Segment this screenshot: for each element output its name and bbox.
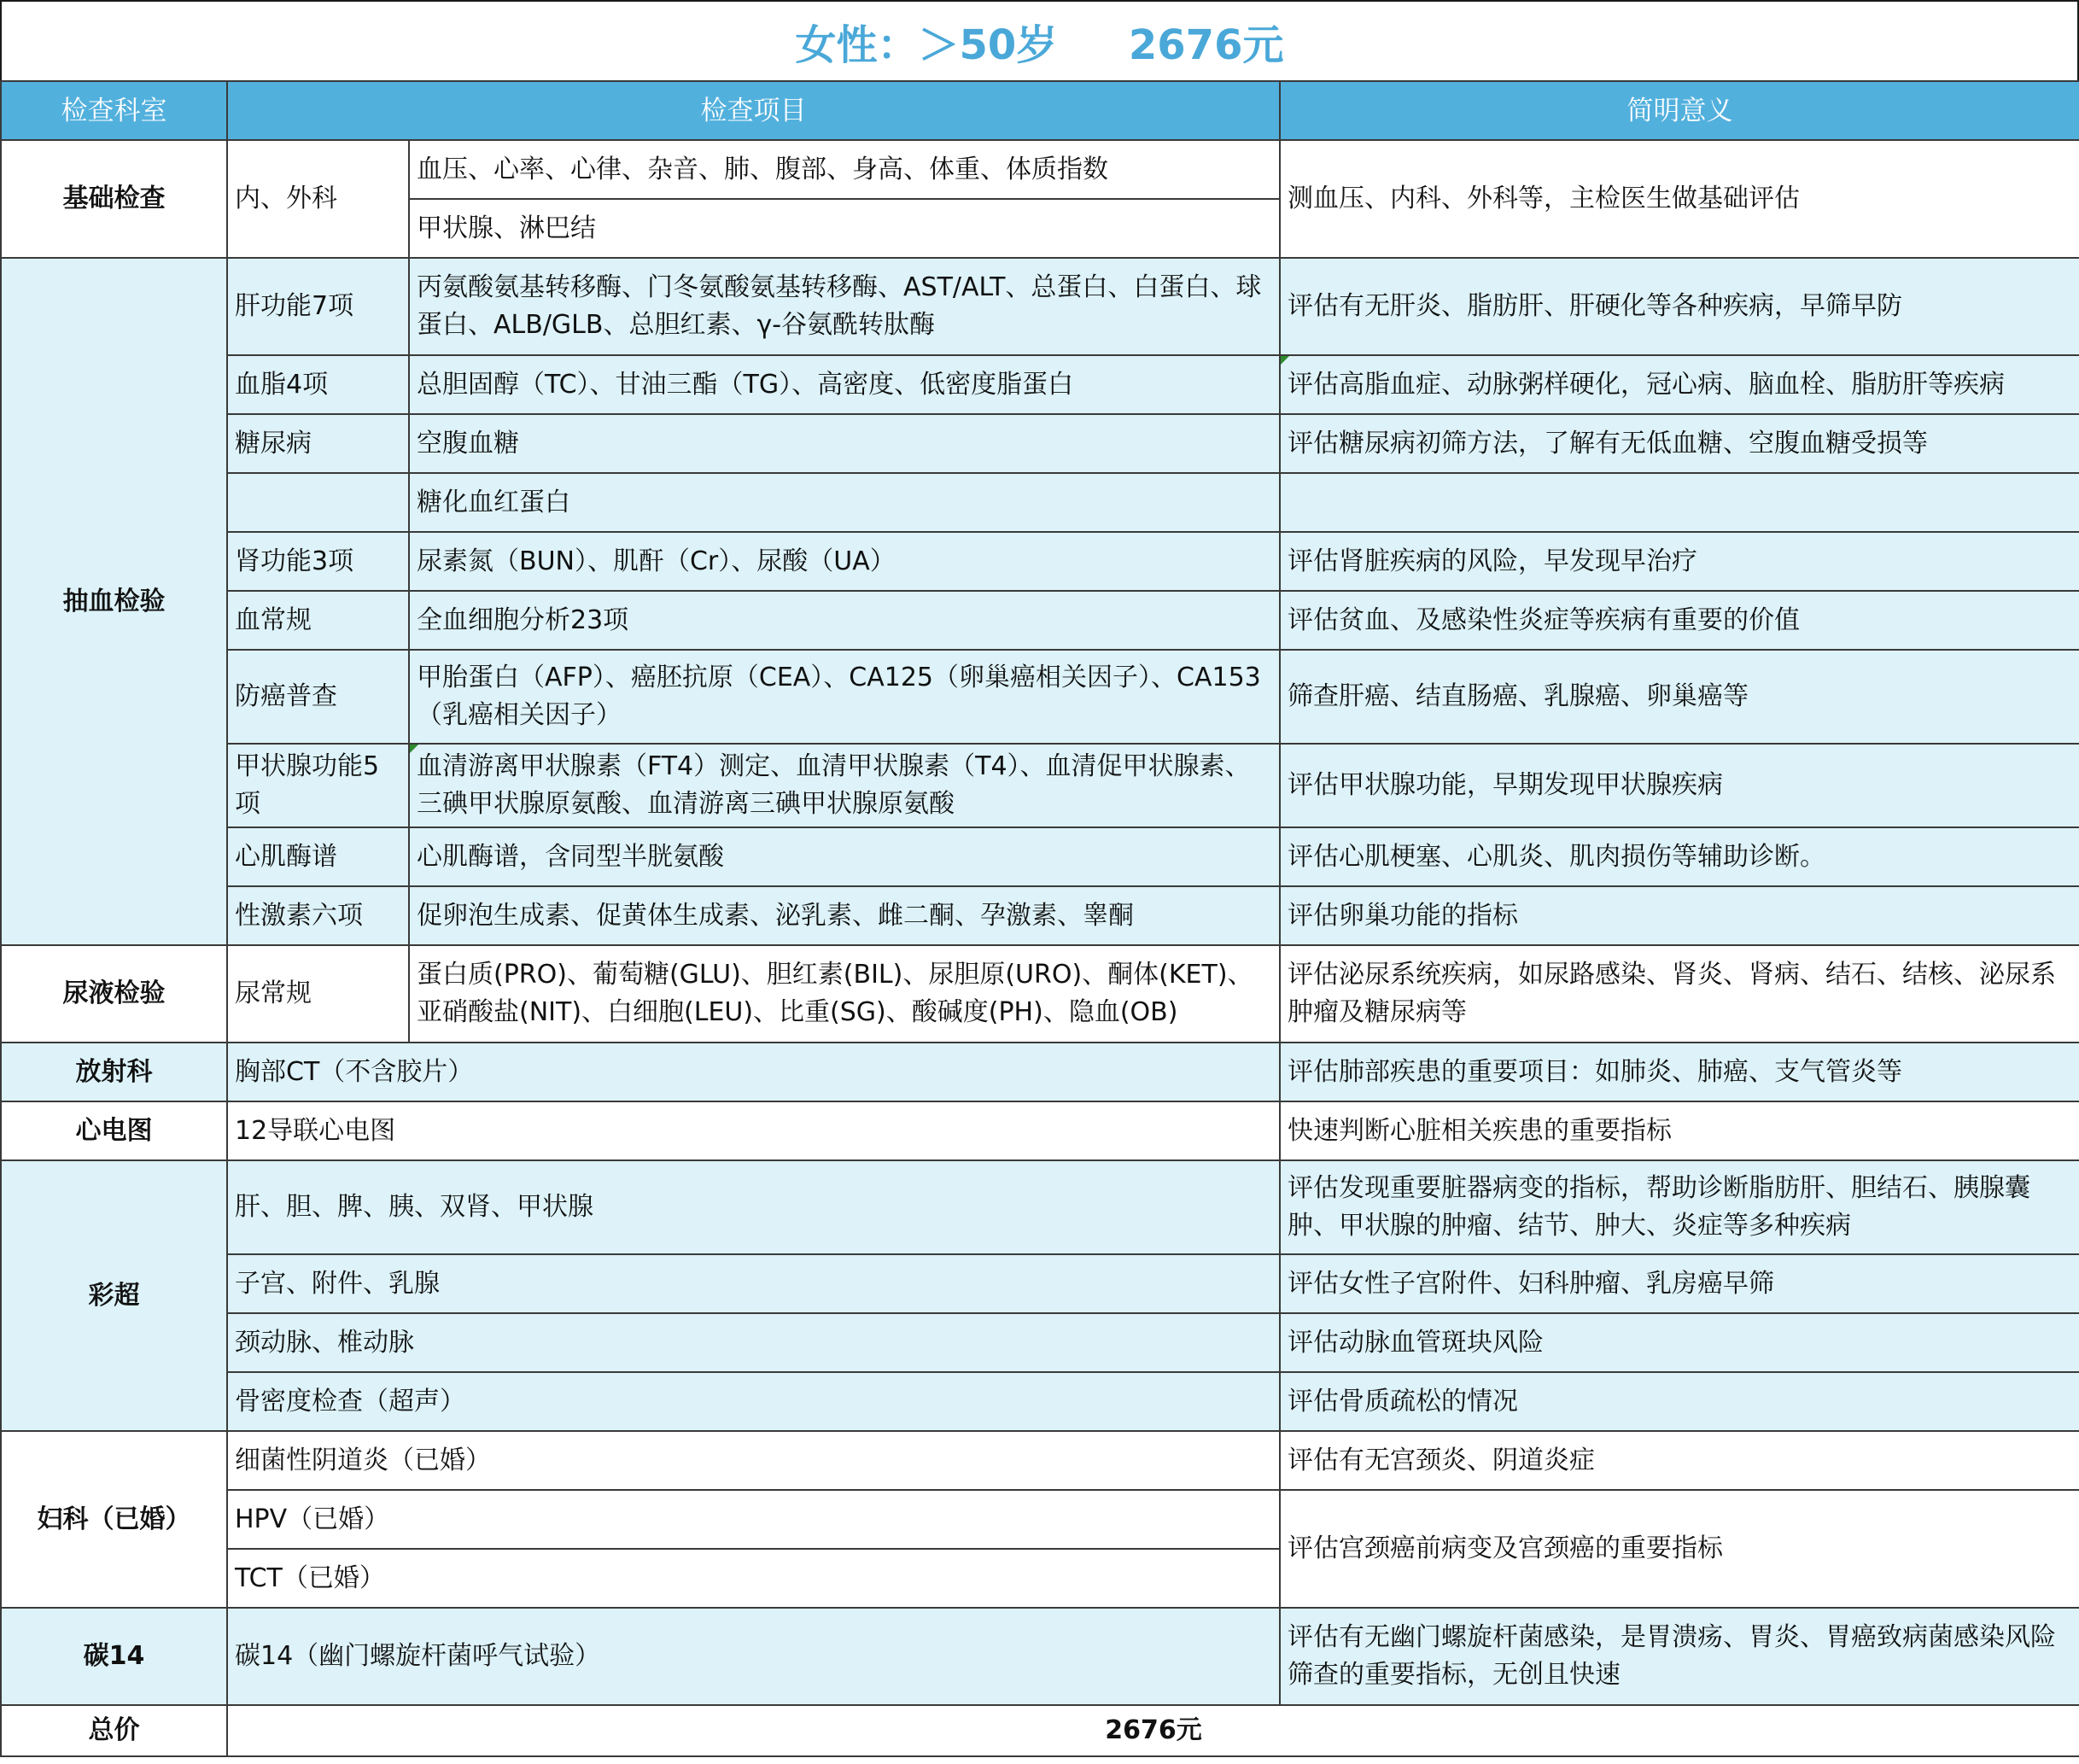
dept-cell: 碳14 (1, 1608, 227, 1705)
dept-cell: 心电图 (1, 1101, 227, 1160)
subcategory-cell: 心肌酶谱 (227, 827, 409, 886)
table-row (1, 591, 2079, 650)
item-detail-cell: 促卵泡生成素、促黄体生成素、泌乳素、雌二酮、孕激素、睾酮 (409, 886, 1280, 945)
dept-cell: 彩超 (1, 1160, 227, 1431)
table-row (1, 744, 2079, 827)
meaning-cell: 快速判断心脏相关疾患的重要指标 (1280, 1101, 2079, 1160)
table-row (1, 473, 2079, 532)
page-title: 女性：＞50岁 2676元 (0, 0, 2079, 80)
item-detail-cell: 丙氨酸氨基转移酶、门冬氨酸氨基转移酶、AST/ALT、总蛋白、白蛋白、球蛋白、ALB/GLB、总胆红素、γ-谷氨酰转肽酶 (409, 258, 1280, 355)
meaning-cell: 评估女性子宫附件、妇科肿瘤、乳房癌早筛 (1280, 1254, 2079, 1313)
meaning-cell: 评估动脉血管斑块风险 (1280, 1313, 2079, 1372)
meaning-cell: 评估泌尿系统疾病，如尿路感染、肾炎、肾病、结石、结核、泌尿系肿瘤及糖尿病等 (1280, 945, 2079, 1043)
table-row (1, 1431, 2079, 1490)
total-row (1, 1705, 2079, 1756)
subcategory-cell: 12导联心电图 (227, 1101, 1280, 1160)
table-body (1, 140, 2079, 1705)
meaning-cell: 评估肺部疾患的重要项目：如肺炎、肺癌、支气管炎等 (1280, 1043, 2079, 1101)
item-detail-cell: 心肌酶谱，含同型半胱氨酸 (409, 827, 1280, 886)
meaning-cell: 评估高脂血症、动脉粥样硬化，冠心病、脑血栓、脂肪肝等疾病 (1280, 355, 2079, 414)
total-label: 总价 (1, 1705, 227, 1756)
table-row (1, 414, 2079, 473)
table-row (1, 1372, 2079, 1431)
meaning-cell: 评估有无宫颈炎、阴道炎症 (1280, 1431, 2079, 1490)
dept-cell: 放射科 (1, 1043, 227, 1101)
meaning-cell: 评估发现重要脏器病变的指标，帮助诊断脂肪肝、胆结石、胰腺囊肿、甲状腺的肿瘤、结节、肿大、炎症等多种疾病 (1280, 1160, 2079, 1254)
subcategory-cell: HPV（已婚） (227, 1490, 1280, 1549)
table-row (1, 945, 2079, 1043)
header-dept: 检查科室 (1, 81, 227, 140)
item-detail-cell: 空腹血糖 (409, 414, 1280, 473)
table-row (1, 1313, 2079, 1372)
subcategory-cell: 骨密度检查（超声） (227, 1372, 1280, 1431)
dept-cell: 尿液检验 (1, 945, 227, 1043)
subcategory-cell: 肝、胆、脾、胰、双肾、甲状腺 (227, 1160, 1280, 1254)
checkup-table (0, 80, 2079, 1757)
meaning-cell: 评估卵巢功能的指标 (1280, 886, 2079, 945)
table-row (1, 1101, 2079, 1160)
table-row (1, 532, 2079, 591)
meaning-cell: 评估有无幽门螺旋杆菌感染，是胃溃疡、胃炎、胃癌致病菌感染风险筛查的重要指标，无创且快速 (1280, 1608, 2079, 1705)
subcategory-cell: 细菌性阴道炎（已婚） (227, 1431, 1280, 1490)
subcategory-cell: 血常规 (227, 591, 409, 650)
table-row (1, 355, 2079, 414)
subcategory-cell: 子宫、附件、乳腺 (227, 1254, 1280, 1313)
subcategory-cell: 颈动脉、椎动脉 (227, 1313, 1280, 1372)
meaning-cell: 评估贫血、及感染性炎症等疾病有重要的价值 (1280, 591, 2079, 650)
item-detail-cell: 全血细胞分析23项 (409, 591, 1280, 650)
meaning-cell: 评估有无肝炎、脂肪肝、肝硬化等各种疾病，早筛早防 (1280, 258, 2079, 355)
table-row (1, 140, 2079, 199)
header-item: 检查项目 (227, 81, 1280, 140)
header-meaning: 简明意义 (1280, 81, 2079, 140)
item-detail-cell: 甲状腺、淋巴结 (409, 199, 1280, 258)
subcategory-cell: TCT（已婚） (227, 1549, 1280, 1608)
item-detail-cell: 血清游离甲状腺素（FT4）测定、血清甲状腺素（T4）、血清促甲状腺素、三碘甲状腺原氨酸、血清游离三碘甲状腺原氨酸 (409, 744, 1280, 827)
meaning-cell: 筛查肝癌、结直肠癌、乳腺癌、卵巢癌等 (1280, 650, 2079, 744)
table-row (1, 258, 2079, 355)
subcategory-cell: 血脂4项 (227, 355, 409, 414)
table-row (1, 1490, 2079, 1549)
item-detail-cell: 血压、心率、心律、杂音、肺、腹部、身高、体重、体质指数 (409, 140, 1280, 199)
item-detail-cell: 糖化血红蛋白 (409, 473, 1280, 532)
meaning-cell: 测血压、内科、外科等，主检医生做基础评估 (1280, 140, 2079, 258)
subcategory-cell: 胸部CT（不含胶片） (227, 1043, 1280, 1101)
meaning-cell: 评估骨质疏松的情况 (1280, 1372, 2079, 1431)
table-row (1, 650, 2079, 744)
dept-cell: 抽血检验 (1, 258, 227, 945)
meaning-cell: 评估心肌梗塞、心肌炎、肌肉损伤等辅助诊断。 (1280, 827, 2079, 886)
subcategory-cell: 糖尿病 (227, 414, 409, 473)
subcategory-cell: 甲状腺功能5项 (227, 744, 409, 827)
subcategory-cell: 尿常规 (227, 945, 409, 1043)
item-detail-cell: 总胆固醇（TC）、甘油三酯（TG）、高密度、低密度脂蛋白 (409, 355, 1280, 414)
dept-cell: 基础检查 (1, 140, 227, 258)
subcategory-cell: 碳14（幽门螺旋杆菌呼气试验） (227, 1608, 1280, 1705)
table-row (1, 827, 2079, 886)
table-row (1, 1043, 2079, 1101)
meaning-cell: 评估肾脏疾病的风险，早发现早治疗 (1280, 532, 2079, 591)
meaning-cell: 评估宫颈癌前病变及宫颈癌的重要指标 (1280, 1490, 2079, 1608)
subcategory-cell: 肝功能7项 (227, 258, 409, 355)
meaning-cell: 评估甲状腺功能，早期发现甲状腺疾病 (1280, 744, 2079, 827)
table-row (1, 1254, 2079, 1313)
total-value: 2676元 (227, 1705, 2079, 1756)
table-row (1, 1608, 2079, 1705)
table-row (1, 886, 2079, 945)
subcategory-cell: 肾功能3项 (227, 532, 409, 591)
table-header-row (1, 81, 2079, 140)
item-detail-cell: 蛋白质(PRO)、葡萄糖(GLU)、胆红素(BIL)、尿胆原(URO)、酮体(KET)、亚硝酸盐(NIT)、白细胞(LEU)、比重(SG)、酸碱度(PH)、隐血(OB) (409, 945, 1280, 1043)
dept-cell: 妇科（已婚） (1, 1431, 227, 1608)
meaning-cell (1280, 473, 2079, 532)
item-detail-cell: 尿素氮（BUN）、肌酐（Cr）、尿酸（UA） (409, 532, 1280, 591)
table-row (1, 1160, 2079, 1254)
subcategory-cell: 性激素六项 (227, 886, 409, 945)
subcategory-cell: 防癌普查 (227, 650, 409, 744)
subcategory-cell: 内、外科 (227, 140, 409, 258)
meaning-cell: 评估糖尿病初筛方法，了解有无低血糖、空腹血糖受损等 (1280, 414, 2079, 473)
item-detail-cell: 甲胎蛋白（AFP）、癌胚抗原（CEA）、CA125（卵巢癌相关因子）、CA153（乳癌相关因子） (409, 650, 1280, 744)
subcategory-cell (227, 473, 409, 532)
